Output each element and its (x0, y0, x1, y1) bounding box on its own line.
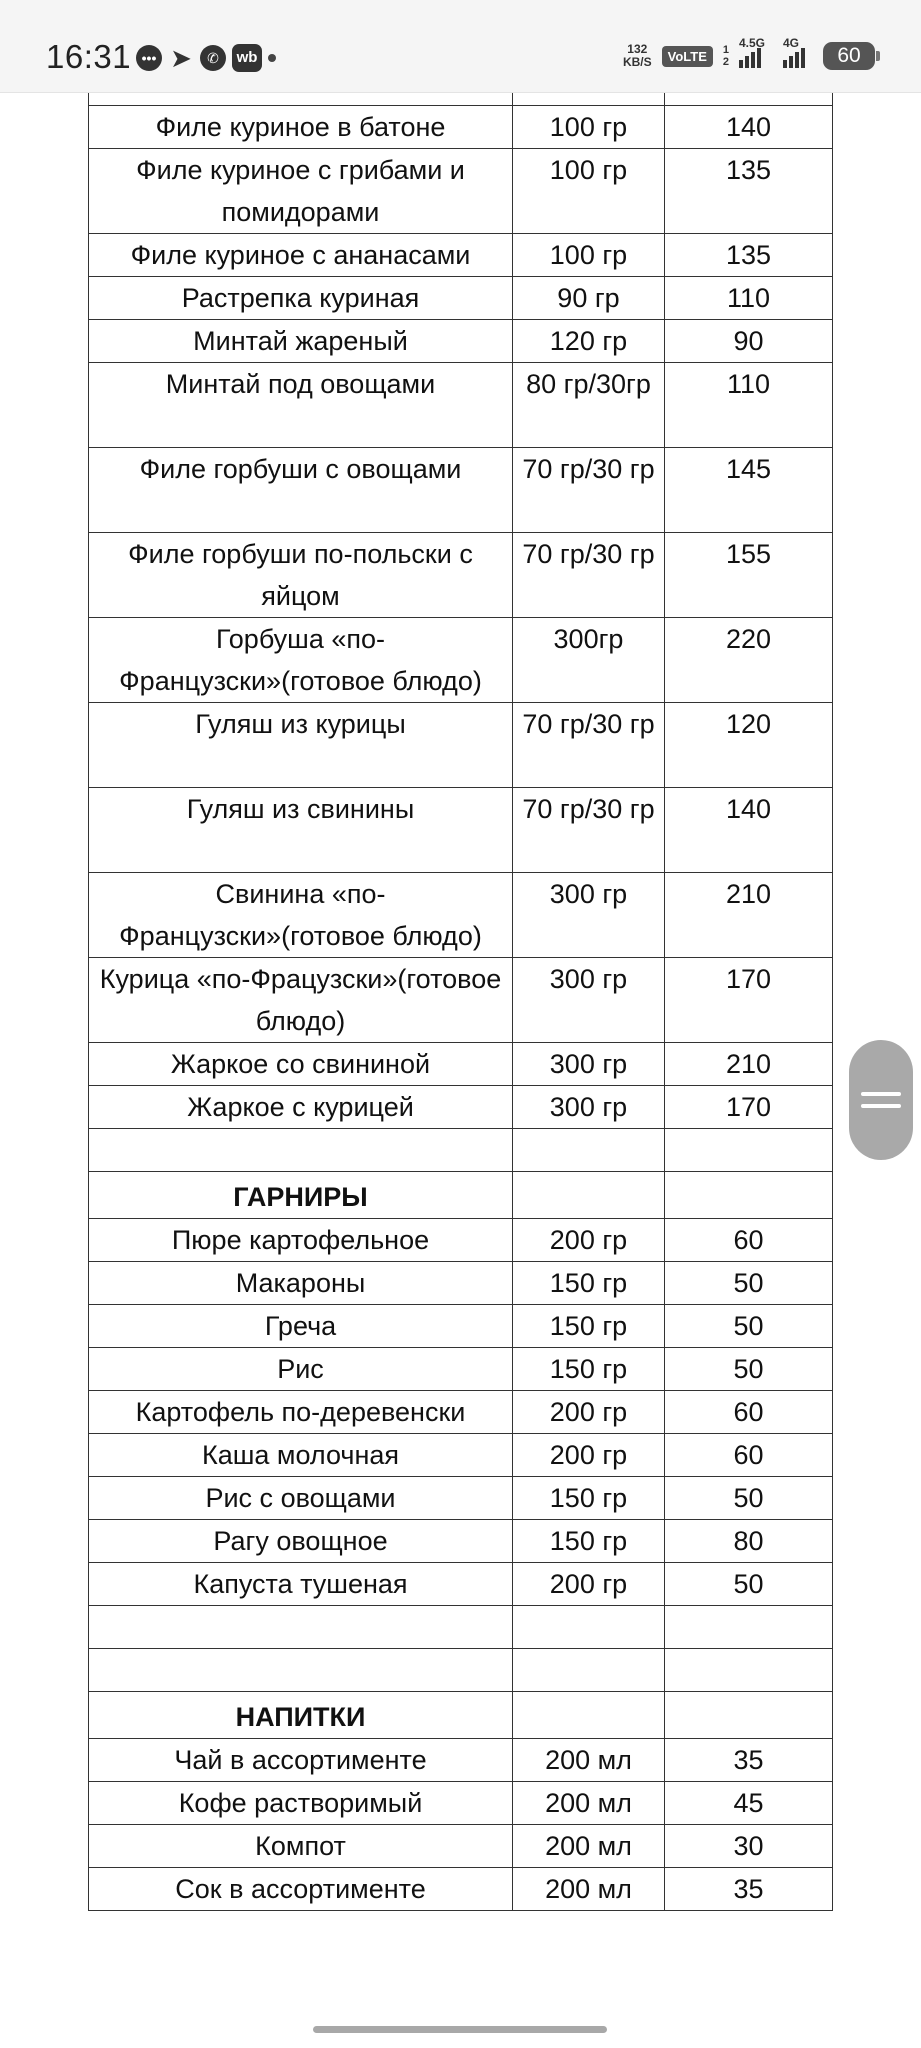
menu-row (89, 363, 833, 448)
status-time: 16:31 (46, 38, 132, 75)
weight-cell: 100 гр (513, 234, 665, 277)
price-cell (665, 1692, 833, 1739)
menu-row (89, 1606, 833, 1649)
more-notifications-dot-icon (268, 54, 276, 62)
dish-name-cell: Компот (89, 1825, 513, 1868)
weight-cell: 70 гр/30 гр (513, 533, 665, 618)
sim-indicator (723, 44, 729, 68)
dish-name-cell: Кофе растворимый (89, 1782, 513, 1825)
price-cell: 50 (665, 1262, 833, 1305)
price-cell: 80 (665, 1520, 833, 1563)
weight-cell: 200 мл (513, 1739, 665, 1782)
network-speed (623, 43, 652, 69)
dish-name-cell: Жаркое с курицей (89, 1086, 513, 1129)
menu-row (89, 1868, 833, 1911)
weight-cell: 300 гр (513, 873, 665, 958)
menu-row (89, 958, 833, 1043)
menu-row (89, 1825, 833, 1868)
weight-cell: 200 гр (513, 1563, 665, 1606)
dish-name-cell: Горбуша «по-Французски»(готовое блюдо) (89, 618, 513, 703)
menu-row (89, 1739, 833, 1782)
price-cell: 45 (665, 1782, 833, 1825)
menu-row (89, 149, 833, 234)
dish-name-cell: Гуляш из курицы (89, 703, 513, 788)
price-cell: 210 (665, 873, 833, 958)
menu-row (89, 1649, 833, 1692)
dish-name-cell: Минтай под овощами (89, 363, 513, 448)
dish-name-cell (89, 1649, 513, 1692)
menu-row (89, 703, 833, 788)
menu-row (89, 1434, 833, 1477)
price-cell: 60 (665, 1219, 833, 1262)
price-cell: 60 (665, 1434, 833, 1477)
weight-cell: 200 гр (513, 1219, 665, 1262)
menu-row (89, 448, 833, 533)
menu-row (89, 873, 833, 958)
dish-name-cell: Рагу овощное (89, 1520, 513, 1563)
price-cell: 135 (665, 234, 833, 277)
price-cell: 60 (665, 1391, 833, 1434)
weight-cell: 300гр (513, 618, 665, 703)
battery-icon (823, 42, 875, 70)
status-indicators (622, 36, 875, 70)
menu-row (89, 618, 833, 703)
dish-name-cell (89, 1606, 513, 1649)
section-header-row (89, 1172, 833, 1219)
dish-name-cell: Пюре картофельное (89, 1219, 513, 1262)
menu-table (88, 62, 833, 1911)
dish-name-cell: Филе куриное с грибами и помидорами (89, 149, 513, 234)
dish-name-cell (89, 1129, 513, 1172)
price-cell: 35 (665, 1868, 833, 1911)
notification-icons (136, 44, 276, 72)
price-cell: 210 (665, 1043, 833, 1086)
dish-name-cell: Макароны (89, 1262, 513, 1305)
weight-cell: 200 гр (513, 1391, 665, 1434)
weight-cell: 200 гр (513, 1434, 665, 1477)
dish-name-cell: Жаркое со свининой (89, 1043, 513, 1086)
price-cell: 35 (665, 1739, 833, 1782)
price-cell (665, 1606, 833, 1649)
price-cell (665, 1649, 833, 1692)
status-bar (0, 0, 921, 93)
menu-row (89, 1348, 833, 1391)
weight-cell (513, 1606, 665, 1649)
weight-cell: 300 гр (513, 1086, 665, 1129)
menu-row (89, 1782, 833, 1825)
wb-icon: wb (232, 44, 262, 72)
price-cell: 110 (665, 277, 833, 320)
weight-cell: 100 гр (513, 149, 665, 234)
price-cell: 145 (665, 448, 833, 533)
dish-name-cell: Филе горбуши с овощами (89, 448, 513, 533)
dish-name-cell: Гуляш из свинины (89, 788, 513, 873)
weight-cell: 70 гр/30 гр (513, 788, 665, 873)
price-cell: 30 (665, 1825, 833, 1868)
weight-cell: 80 гр/30гр (513, 363, 665, 448)
weight-cell: 150 гр (513, 1520, 665, 1563)
menu-row (89, 1219, 833, 1262)
weight-cell: 150 гр (513, 1305, 665, 1348)
price-cell: 140 (665, 788, 833, 873)
menu-row (89, 1129, 833, 1172)
price-cell: 120 (665, 703, 833, 788)
price-cell: 50 (665, 1305, 833, 1348)
network-speed-unit: KB/S (622, 55, 652, 69)
network-speed-value: 132 (627, 42, 648, 56)
weight-cell: 100 гр (513, 106, 665, 149)
price-cell: 50 (665, 1563, 833, 1606)
menu-row (89, 788, 833, 873)
weight-cell: 300 гр (513, 958, 665, 1043)
dish-name-cell: Минтай жареный (89, 320, 513, 363)
weight-cell: 300 гр (513, 1043, 665, 1086)
dish-name-cell: Филе горбуши по-польски с яйцом (89, 533, 513, 618)
home-indicator[interactable] (313, 2026, 607, 2033)
weight-cell: 150 гр (513, 1477, 665, 1520)
weight-cell: 200 мл (513, 1825, 665, 1868)
menu-table-body (89, 63, 833, 1911)
menu-row (89, 1262, 833, 1305)
menu-row (89, 277, 833, 320)
dish-name-cell: Филе куриное в батоне (89, 106, 513, 149)
dish-name-cell: ГАРНИРЫ (89, 1172, 513, 1219)
signal-1-icon (739, 36, 773, 68)
dish-name-cell: Рис (89, 1348, 513, 1391)
price-cell (665, 1129, 833, 1172)
dish-name-cell: НАПИТКИ (89, 1692, 513, 1739)
dish-name-cell: Рис с овощами (89, 1477, 513, 1520)
floating-side-handle[interactable] (849, 1040, 913, 1160)
weight-cell (513, 1649, 665, 1692)
weight-cell: 70 гр/30 гр (513, 448, 665, 533)
price-cell: 50 (665, 1477, 833, 1520)
weight-cell: 90 гр (513, 277, 665, 320)
weight-cell: 70 гр/30 гр (513, 703, 665, 788)
dish-name-cell: Картофель по-деревенски (89, 1391, 513, 1434)
menu-row (89, 1520, 833, 1563)
sim-2-label: 2 (722, 56, 729, 68)
weight-cell (513, 1129, 665, 1172)
price-cell: 90 (665, 320, 833, 363)
dish-name-cell: Курица «по-Фрацузски»(готовое блюдо) (89, 958, 513, 1043)
menu-row (89, 533, 833, 618)
battery-level: 60 (837, 44, 861, 67)
menu-row (89, 1391, 833, 1434)
chat-bubble-icon: ••• (136, 45, 162, 71)
dish-name-cell: Свинина «по-Французски»(готовое блюдо) (89, 873, 513, 958)
menu-row (89, 234, 833, 277)
whatsapp-icon: ✆ (200, 45, 226, 71)
menu-row (89, 1086, 833, 1129)
menu-row (89, 1563, 833, 1606)
weight-cell: 200 мл (513, 1782, 665, 1825)
signal-2-label: 4G (783, 36, 800, 50)
signal-1-label: 4.5G (739, 36, 766, 50)
sim-1-label: 1 (722, 44, 729, 56)
menu-row (89, 1305, 833, 1348)
volte-badge: VoLTE (662, 46, 713, 67)
dish-name-cell: Филе куриное с ананасами (89, 234, 513, 277)
signal-2-icon (783, 36, 813, 68)
dish-name-cell: Сок в ассортименте (89, 1868, 513, 1911)
section-header-row (89, 1692, 833, 1739)
dish-name-cell: Чай в ассортименте (89, 1739, 513, 1782)
menu-row (89, 1043, 833, 1086)
price-cell: 220 (665, 618, 833, 703)
price-cell: 170 (665, 1086, 833, 1129)
weight-cell (513, 1692, 665, 1739)
price-cell: 50 (665, 1348, 833, 1391)
menu-row (89, 106, 833, 149)
weight-cell: 150 гр (513, 1262, 665, 1305)
dish-name-cell: Греча (89, 1305, 513, 1348)
weight-cell: 120 гр (513, 320, 665, 363)
price-cell: 140 (665, 106, 833, 149)
price-cell: 110 (665, 363, 833, 448)
dish-name-cell: Растрепка куриная (89, 277, 513, 320)
weight-cell: 200 мл (513, 1868, 665, 1911)
price-cell: 170 (665, 958, 833, 1043)
price-cell: 135 (665, 149, 833, 234)
weight-cell: 150 гр (513, 1348, 665, 1391)
dish-name-cell: Капуста тушеная (89, 1563, 513, 1606)
price-cell: 155 (665, 533, 833, 618)
telegram-icon: ➤ (170, 43, 192, 73)
menu-row (89, 1477, 833, 1520)
dish-name-cell: Каша молочная (89, 1434, 513, 1477)
price-cell (665, 1172, 833, 1219)
weight-cell (513, 1172, 665, 1219)
menu-row (89, 320, 833, 363)
